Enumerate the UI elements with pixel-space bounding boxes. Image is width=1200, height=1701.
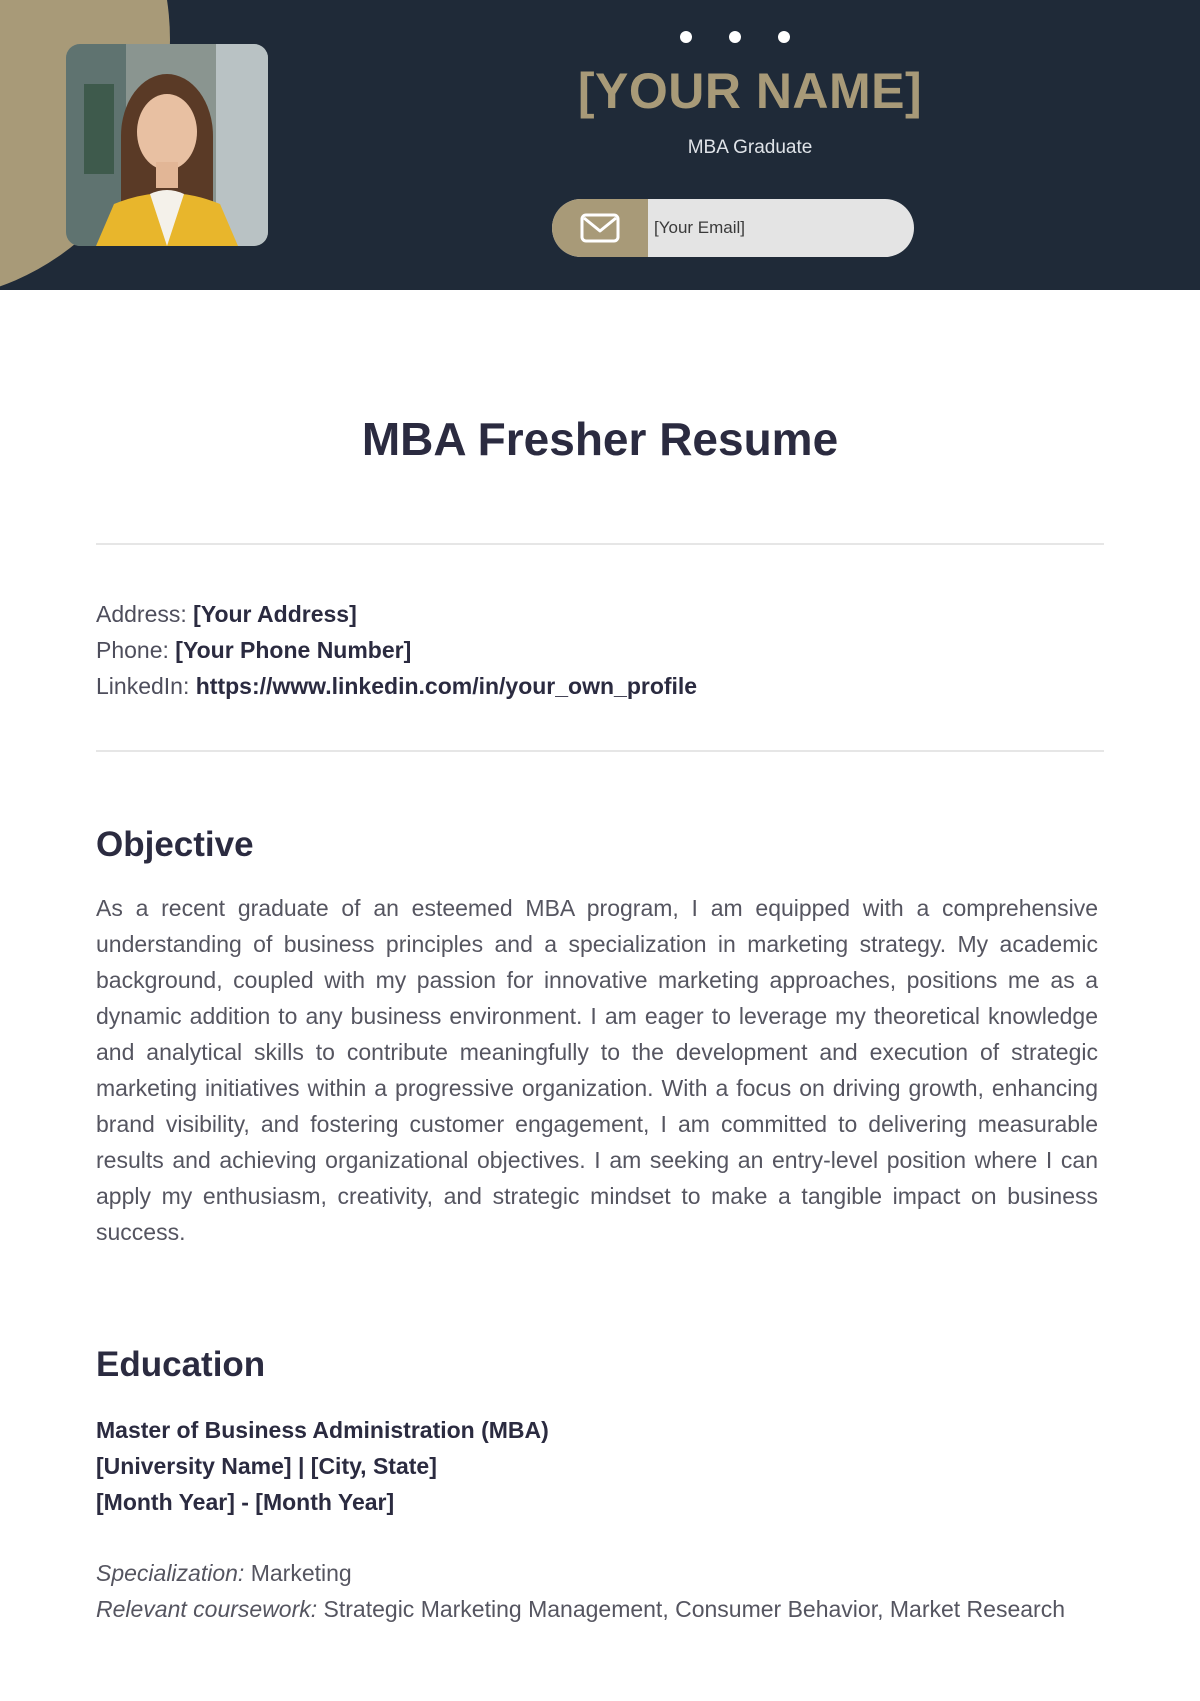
education-details: [96, 1555, 1098, 1627]
contact-info: [96, 596, 1106, 704]
coursework-value: Strategic Marketing Management, Consumer Behavior, Market Research: [323, 1596, 1065, 1622]
phone-label: Phone:: [96, 637, 169, 663]
specialization-label: Specialization:: [96, 1560, 245, 1586]
divider-bottom: [96, 750, 1104, 752]
address-line: [96, 596, 1106, 632]
email-value: [Your Email]: [654, 218, 746, 237]
objective-text: As a recent graduate of an esteemed MBA program, I am equipped with a comprehensive understanding of business principles and a specialization in marketing strategy. My academic background, coupled with my passion for innovative marketing approaches, positions me as a dynamic addition to any business environment. I am eager to leverage my theoretical knowledge and analytical skills to contribute meaningfully to the development and execution of strategic marketing initiatives within a progressive organization. With a focus on driving growth, enhancing brand visibility, and fostering customer engagement, I am committed to delivering measurable results and achieving organizational objectives. I am seeking an entry-level position where I can apply my enthusiasm, creativity, and strategic mindset to make a tangible impact on business success.: [96, 895, 1098, 1245]
candidate-subtitle: MBA Graduate: [687, 137, 813, 158]
header-dots: [680, 30, 790, 44]
education-heading: Education: [96, 1345, 266, 1384]
degree-name: Master of Business Administration (MBA): [96, 1417, 549, 1443]
education-entry: [96, 1412, 1106, 1520]
specialization-value: Marketing: [250, 1560, 352, 1586]
objective-heading: Objective: [96, 825, 254, 864]
divider-top: [96, 543, 1104, 545]
coursework-line: [96, 1591, 1098, 1627]
document-title: MBA Fresher Resume: [361, 413, 839, 465]
education-dates: [Month Year] - [Month Year]: [96, 1489, 395, 1515]
dot-3: [778, 31, 790, 43]
address-label: Address:: [96, 601, 187, 627]
address-value: [Your Address]: [193, 601, 357, 627]
dot-1: [680, 31, 692, 43]
coursework-label: Relevant coursework:: [96, 1596, 318, 1622]
profile-photo: [66, 44, 268, 246]
dot-2: [729, 31, 741, 43]
university-location: [University Name] | [City, State]: [96, 1453, 437, 1479]
linkedin-line: [96, 668, 1106, 704]
linkedin-link[interactable]: https://www.linkedin.com/in/your_own_profile: [195, 673, 698, 699]
candidate-name: [YOUR NAME]: [577, 63, 923, 119]
envelope-icon: [552, 199, 648, 257]
phone-line: [96, 632, 1106, 668]
specialization-line: [96, 1555, 1098, 1591]
linkedin-label: LinkedIn:: [96, 673, 190, 699]
resume-header: [0, 0, 1200, 290]
email-pill: [552, 199, 914, 257]
phone-value: [Your Phone Number]: [175, 637, 412, 663]
